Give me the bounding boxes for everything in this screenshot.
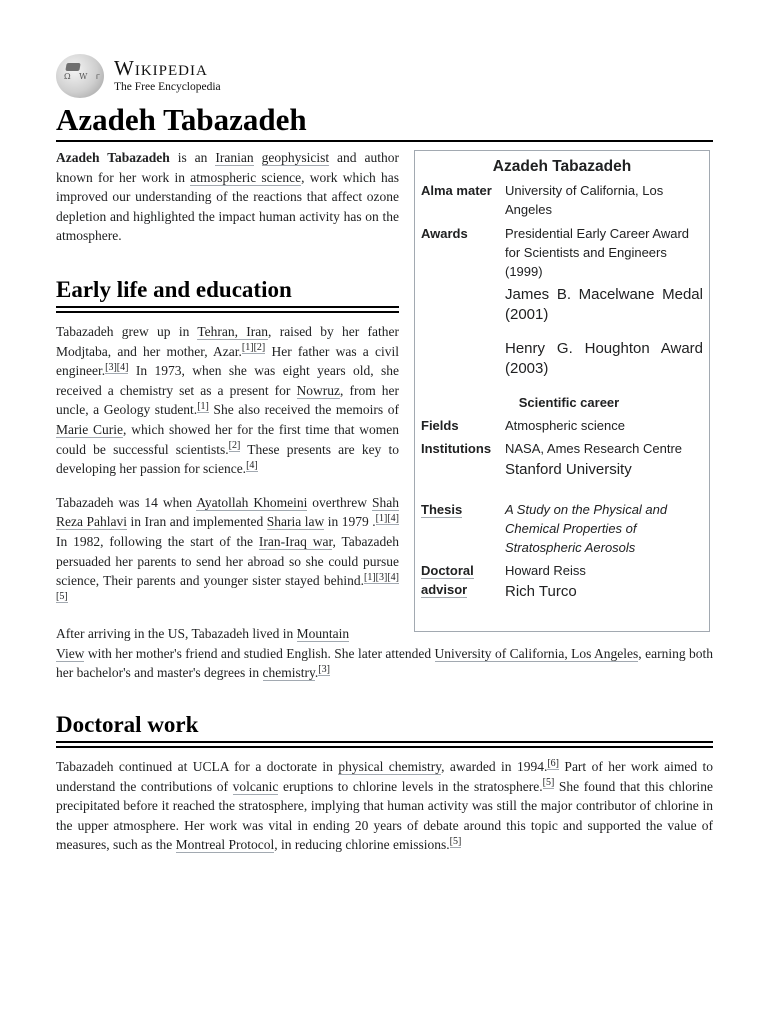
infobox-label: Fields <box>421 418 459 433</box>
paragraph <box>56 322 399 479</box>
section-heading-rule <box>56 741 713 748</box>
infobox-row-thesis <box>415 500 709 557</box>
text: and author known for her work in <box>56 150 400 185</box>
infobox-label: Institutions <box>421 441 492 456</box>
link-chemistry[interactable]: chemistry <box>262 665 315 681</box>
link-iranian[interactable]: Iranian <box>215 150 254 165</box>
text: , raised by her father Modjtaba, and her mother, Azar. <box>56 323 399 359</box>
citation[interactable]: [6] <box>547 757 560 769</box>
link-volcanic[interactable]: volcanic <box>232 778 279 794</box>
citation[interactable]: [2] <box>228 440 241 452</box>
wikipedia-globe-icon <box>56 54 104 98</box>
link-ucla[interactable]: University of California, Los Angeles <box>434 645 639 661</box>
text: Tabazadeh grew up in <box>56 323 198 339</box>
text: , awarded in 1994. <box>441 759 548 775</box>
link-mountain-view[interactable]: Mountain <box>296 626 350 642</box>
link-geophysicist[interactable]: geophysicist <box>261 150 330 165</box>
infobox-row-doctoral-advisor <box>415 561 709 602</box>
wikipedia-logo[interactable] <box>56 52 713 100</box>
text: She found that this chlorine precipitated before it reached the stratosphere, implying that human activity was still the major contributor of chlorine in the upper atmosphere. Her work was vital in ending 20 years of debate around this topic and supported the value of measures, such as the <box>56 778 713 853</box>
section-heading: Doctoral work <box>56 712 199 738</box>
paragraph <box>56 493 399 611</box>
text: , Tabazadeh persuaded her parents to send her abroad so she could pursue science, Their parents and younger sister stayed behind. <box>56 533 399 589</box>
text: Her father was a civil engineer. <box>56 343 400 379</box>
subject-name: Azadeh Tabazadeh <box>56 150 170 165</box>
text: eruptions to chlorine levels in the stratosphere. <box>278 778 543 794</box>
infobox-section-header: Scientific career <box>518 395 620 410</box>
infobox-value-awards <box>505 224 703 379</box>
link-marie-curie[interactable]: Marie Curie <box>56 421 124 437</box>
infobox-row-awards <box>415 224 709 379</box>
wordmark-title: Wikipedia <box>114 56 208 81</box>
infobox-title: Azadeh Tabazadeh <box>492 158 632 175</box>
text: After arriving in the US, Tabazadeh lived in <box>56 626 297 642</box>
infobox-value-doctoral-advisor <box>505 561 703 602</box>
infobox-row-alma-mater <box>415 181 709 219</box>
text: She also received the memoirs of <box>208 402 399 418</box>
institution-item[interactable]: NASA, Ames Research Centre <box>505 441 683 456</box>
text: Tabazadeh continued at UCLA for a doctorate in <box>56 759 339 775</box>
section-heading-rule <box>56 306 399 313</box>
infobox-row-fields <box>415 416 709 435</box>
wordmark-tagline: The Free Encyclopedia <box>114 81 221 94</box>
text: overthrew <box>307 494 372 510</box>
paragraph <box>56 757 713 855</box>
text: , work which has improved our understanding of the reactions that affect ozone depletion and highlighted the impact human activity has on the atmosphere. <box>56 169 399 244</box>
link-sharia-law[interactable]: Sharia law <box>266 514 325 530</box>
infobox-value-thesis: A Study on the Physical and Chemical Properties of Stratospheric Aerosols <box>505 502 668 555</box>
article-page <box>56 52 713 855</box>
infobox-label <box>421 561 505 602</box>
lead-paragraph <box>56 148 399 246</box>
text: in Iran and implemented <box>126 514 267 530</box>
text: , which showed her for the first time that women could be successful scientists. <box>56 421 399 457</box>
globe-glyphs: Ω W 𐌲 <box>64 72 103 81</box>
citation[interactable]: [3] <box>318 663 330 675</box>
text: is an <box>169 150 216 165</box>
citation[interactable]: [1][2] <box>241 342 266 354</box>
citation[interactable]: [3][4] <box>105 361 129 373</box>
infobox <box>414 150 710 632</box>
link-montreal-protocol[interactable]: Montreal Protocol <box>175 837 275 853</box>
link-ayatollah-khomeini[interactable]: Ayatollah Khomeini <box>196 494 308 510</box>
text: Tabazadeh was 14 when <box>56 494 197 510</box>
award-item[interactable]: Presidential Early Career Award for Scientists and Engineers (1999) <box>505 226 690 279</box>
infobox-row-institutions <box>415 439 709 480</box>
advisor-item[interactable]: Howard Reiss <box>505 563 586 578</box>
doctoral-advisor-label-link[interactable]: Doctoral <box>421 563 474 578</box>
infobox-label: Alma mater <box>421 183 492 198</box>
infobox-value-institutions <box>505 439 703 480</box>
citation[interactable]: [5] <box>542 777 555 789</box>
text: In 1973, when she was eight years old, she received a chemistry set as a present for <box>56 363 399 398</box>
text: These presents are key to developing her passion for science. <box>56 441 400 477</box>
advisor-item[interactable]: Rich Turco <box>505 583 577 600</box>
link-mountain-view[interactable]: View <box>56 645 85 661</box>
link-shah-reza-pahlavi[interactable]: Shah Reza Pahlavi <box>56 494 399 530</box>
infobox-value-fields[interactable]: Atmospheric science <box>505 418 625 433</box>
paragraph <box>56 624 713 683</box>
link-atmospheric-science[interactable]: atmospheric science <box>190 169 302 185</box>
link-tehran-iran[interactable]: Tehran, Iran <box>197 323 269 339</box>
link-physical-chemistry[interactable]: physical chemistry <box>338 759 442 775</box>
page-title: Azadeh Tabazadeh <box>56 100 713 142</box>
citation[interactable]: [5] <box>449 835 462 847</box>
infobox-label: Awards <box>421 226 468 241</box>
text: , earning both her bachelor's and master's degrees in <box>56 645 713 681</box>
section-heading: Early life and education <box>56 276 292 302</box>
citation[interactable]: [1][3][4][5] <box>56 571 399 603</box>
text: In 1982, following the start of the <box>56 533 259 549</box>
citation[interactable]: [1] <box>197 400 209 412</box>
text: , in reducing chlorine emissions. <box>274 837 450 853</box>
citation[interactable]: [1][4] <box>375 512 399 524</box>
text: , from her uncle, a Geology student. <box>56 382 400 418</box>
infobox-label <box>421 500 505 557</box>
award-item[interactable]: Henry G. Houghton Award (2003) <box>505 340 703 377</box>
link-iran-iraq-war[interactable]: Iran-Iraq war <box>258 533 333 549</box>
infobox-value-alma-mater[interactable]: University of California, Los Angeles <box>505 183 664 217</box>
text: Part of her work aimed to understand the contributions of <box>56 759 713 794</box>
text <box>254 150 262 165</box>
thesis-label-link[interactable]: Thesis <box>421 502 463 517</box>
text: in 1979 . <box>324 514 376 530</box>
link-nowruz[interactable]: Nowruz <box>296 382 340 398</box>
text: . <box>314 665 319 681</box>
citation[interactable]: [4] <box>246 459 258 471</box>
text: with her mother's friend and studied English. She later attended <box>84 645 435 661</box>
section-doctoral-work <box>56 711 713 855</box>
wordmark <box>114 58 221 94</box>
institution-item[interactable]: Stanford University <box>505 461 632 478</box>
award-item[interactable]: James B. Macelwane Medal (2001) <box>505 286 703 323</box>
doctoral-advisor-label-link[interactable]: advisor <box>421 582 468 597</box>
